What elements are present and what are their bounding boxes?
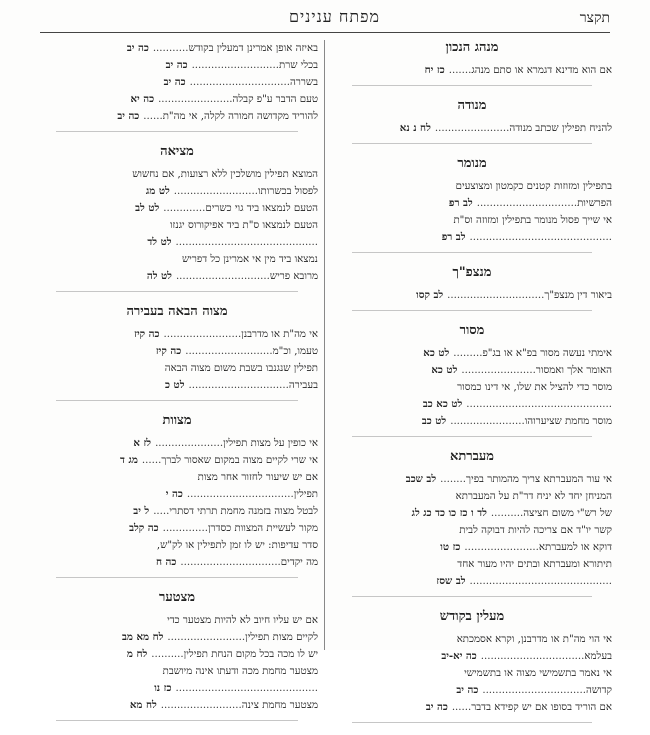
index-entry	[36, 520, 318, 537]
entry-reference: לב קסו	[416, 289, 444, 301]
index-section	[332, 265, 612, 311]
entry-reference: לט כא כב	[422, 398, 463, 410]
leader-dots: ...........................	[191, 60, 279, 71]
entry-text: טעם הדבר ע"פ קבלה	[232, 94, 318, 105]
index-entry	[36, 251, 318, 268]
index-entry	[36, 452, 318, 469]
index-entry	[36, 680, 318, 697]
header-abbreviation: תקצר	[579, 10, 610, 26]
index-entry	[332, 362, 612, 379]
entry-text: המניחן יחד לא יניח דר"ת על המעברתא	[455, 491, 612, 502]
leader-dots: ............................................	[175, 237, 318, 248]
entry-reference: לח מ	[126, 648, 148, 660]
entry-text: לבטל מצוה בזמנה מחמת תרתי דסתרי	[169, 506, 318, 517]
entry-text: נמצאו ביד מין אי אמרינן כל דפריש	[181, 254, 318, 265]
section-divider	[56, 577, 298, 578]
entry-reference: כה ח	[155, 556, 177, 568]
index-entry	[36, 377, 318, 394]
entry-reference: כה יב	[126, 42, 149, 54]
entry-text: אי עור המעברתא צריך מהמותר בפיך	[466, 474, 612, 485]
entry-reference: כה י	[165, 488, 183, 500]
entry-reference: ל יב	[133, 505, 150, 517]
entry-reference: כה קיז	[134, 328, 160, 340]
leader-dots: .........................	[160, 700, 242, 711]
index-entry	[36, 343, 318, 360]
entry-text: מצטער מחמת צינה	[241, 700, 318, 711]
index-entry	[36, 503, 318, 520]
leader-dots: ............................................	[469, 576, 612, 587]
entry-reference: כה קלב	[129, 522, 159, 534]
entry-text: ביאור דין מנצפ"ך	[544, 290, 612, 301]
index-entry	[36, 612, 318, 629]
entry-reference: לט כב	[421, 415, 447, 427]
leader-dots: ......	[451, 702, 472, 713]
index-entry	[332, 212, 612, 229]
leader-dots: ........	[440, 474, 467, 485]
entry-text: דוקא או למעברתא	[538, 542, 612, 553]
section-title: מנודה	[457, 98, 487, 113]
leader-dots: .....................	[155, 438, 224, 449]
section-title: מעברתא	[450, 449, 494, 464]
index-section	[332, 156, 612, 253]
section-title: מסור	[459, 323, 485, 338]
entry-reference: כה קיז	[155, 345, 182, 357]
entry-text: המוצא תפילין מושלכין ללא רצועות, אם נחשוש	[132, 169, 318, 180]
entry-text: הפרשיות	[577, 198, 612, 209]
leader-dots: ..........................	[173, 186, 258, 197]
entry-reference: לט לד	[147, 236, 172, 248]
entry-text: אי שייך פסול מנומר בתפילין ומזוזה וס"ת	[453, 215, 612, 226]
right-column	[332, 40, 612, 735]
entry-reference: כז נו	[154, 682, 172, 694]
entry-text: מוסר כדי להציל את שלו, אי דינו כמסור	[457, 382, 612, 393]
index-entry	[36, 183, 318, 200]
entry-text: אי מה"ת או מדרבנן	[241, 329, 318, 340]
entry-reference: כה יב	[425, 701, 448, 713]
section-divider	[56, 720, 298, 721]
entry-text: באיזה אופן אמרינן דמעלין בקודש	[188, 43, 318, 54]
leader-dots: ...............................	[188, 380, 289, 391]
entry-reference: כה יב	[456, 684, 479, 696]
leader-dots: .................................	[186, 489, 294, 500]
section-divider	[56, 400, 298, 401]
entry-text: אי שרי לקיים מצוה במקום שאסור לברך	[161, 455, 318, 466]
section-divider	[56, 131, 298, 132]
index-entry	[332, 648, 612, 665]
leader-dots: ................................	[480, 651, 585, 662]
entry-reference: לח מא מב	[121, 631, 164, 643]
leader-dots: .......................	[434, 123, 510, 134]
entry-reference: כז טו	[440, 541, 461, 553]
entry-reference: כה יב	[117, 110, 140, 122]
index-section	[332, 609, 612, 723]
entry-text: מרובא פריש	[269, 271, 318, 282]
leader-dots: ............................................	[175, 683, 318, 694]
leader-dots: ..............	[162, 523, 208, 534]
index-entry	[332, 505, 612, 522]
index-section	[332, 449, 612, 597]
entry-reference: כה יא-יב	[441, 650, 477, 662]
entry-reference: לב רפ	[448, 197, 473, 209]
index-entry	[332, 287, 612, 304]
entry-text: מה יקדים	[280, 557, 318, 568]
index-entry	[36, 166, 318, 183]
page-title: מפתח ענינים	[288, 7, 380, 26]
index-entry	[332, 195, 612, 212]
leader-dots: .........	[453, 348, 483, 359]
index-entry	[36, 57, 318, 74]
entry-text: בשררה	[290, 77, 318, 88]
section-title: מצוות	[162, 413, 192, 428]
index-entry	[36, 234, 318, 251]
index-entry	[36, 268, 318, 285]
entry-text: לפסול בכשרותו	[257, 186, 318, 197]
index-entry	[36, 697, 318, 714]
index-entry	[36, 646, 318, 663]
index-section	[36, 144, 318, 292]
leader-dots: .......	[448, 65, 472, 76]
index-entry	[332, 573, 612, 590]
entry-reference: כה יב	[163, 76, 186, 88]
leader-dots: .............................................	[466, 399, 612, 410]
leader-dots: .......................	[461, 365, 536, 376]
index-entry	[36, 554, 318, 571]
entry-text: אי כופין על מצות תפילין	[223, 438, 318, 449]
index-entry	[332, 539, 612, 556]
index-entry	[36, 74, 318, 91]
leader-dots: ..............................	[447, 290, 545, 301]
index-entry	[332, 699, 612, 716]
entry-text: אי נאמר בתשמישי מצוה או בתשמישי	[464, 668, 612, 679]
index-entry	[332, 682, 612, 699]
section-divider	[352, 436, 592, 437]
entry-reference: כה יב	[165, 59, 188, 71]
section-divider	[352, 722, 592, 723]
left-column	[36, 40, 318, 733]
entry-reference: לט מג	[145, 185, 170, 197]
leader-dots: ........................	[163, 329, 242, 340]
entry-text: אם הוא מדינא דגמרא או סתם מנהג	[471, 65, 612, 76]
leader-dots: ........................	[167, 632, 246, 643]
leader-dots: .......................	[464, 542, 539, 553]
entry-text: להוריד מקדושה חמורה לקלה, אי מה"ת	[162, 111, 318, 122]
entry-text: בעלמא	[584, 651, 612, 662]
index-entry	[332, 345, 612, 362]
leader-dots: .....	[153, 506, 170, 517]
index-entry	[36, 486, 318, 503]
index-section	[36, 304, 318, 401]
index-section	[332, 323, 612, 437]
section-title: מציאה	[160, 144, 194, 159]
section-title: מנומר	[457, 156, 487, 171]
entry-reference: כז יח	[424, 64, 445, 76]
entry-text: בכלי שרת	[279, 60, 318, 71]
leader-dots: ......	[143, 111, 163, 122]
index-section	[332, 40, 612, 86]
index-entry	[36, 469, 318, 486]
entry-reference: מג ד	[120, 454, 138, 466]
entry-text: של רש"י משום חציצה	[523, 508, 612, 519]
entry-text: קשר יו"ד אם צריכה להיות דבוקה לבית	[459, 525, 612, 536]
entry-reference: לב שסז	[436, 575, 466, 587]
index-entry	[36, 91, 318, 108]
leader-dots: ...............................	[189, 77, 290, 88]
entry-reference: לט כא	[423, 347, 450, 359]
index-entry	[36, 326, 318, 343]
index-entry	[36, 360, 318, 377]
entry-reference: לז א	[133, 437, 152, 449]
entry-text: טעמו, וכ"מ	[272, 346, 318, 357]
index-entry	[36, 40, 318, 57]
index-entry	[332, 665, 612, 682]
entry-text: הטעם לנמצאו ס"ת ביד אפיקורוס יגנזו	[169, 220, 318, 231]
leader-dots: ............................................	[469, 232, 612, 243]
entry-text: מצטער מחמת מכה ודעתו אינה מיושבת	[162, 666, 318, 677]
section-divider	[352, 85, 592, 86]
entry-text: אימתי נעשה מסור בפ"א או בג"פ	[482, 348, 612, 359]
entry-text: בעבירה	[288, 380, 318, 391]
entry-reference: לט לב	[135, 202, 160, 214]
entry-text: יש לו מכה בכל מקום הנחת תפילין	[183, 649, 318, 660]
entry-reference: לח מא	[129, 699, 157, 711]
entry-text: אי הוי מה"ת או מדרבנן, וקרא אסמכתא	[456, 634, 612, 645]
section-divider	[56, 291, 298, 292]
index-section	[36, 413, 318, 578]
leader-dots: ......	[141, 455, 162, 466]
section-divider	[352, 143, 592, 144]
entry-text: מוסר מחמת שציערוהו	[524, 416, 612, 427]
leader-dots: ..........	[151, 649, 184, 660]
section-title: מצטער	[158, 590, 196, 605]
index-entry	[332, 396, 612, 413]
index-section	[36, 40, 318, 132]
leader-dots: .............	[163, 203, 206, 214]
index-entry	[36, 108, 318, 125]
section-divider	[352, 596, 592, 597]
section-title: מנהג הנכון	[445, 40, 499, 55]
entry-text: תפילין שנגנבו בשבת משום מצוה הבאה	[164, 363, 318, 374]
entry-reference: לט לה	[146, 270, 172, 282]
entry-text: קדושה	[585, 685, 612, 696]
entry-reference: לב שכב	[405, 473, 437, 485]
entry-text: הטעם לנמצאו ביד גוי כשרים	[205, 203, 318, 214]
entry-text: מקור לעשיית המצוות כסדרן	[207, 523, 318, 534]
index-entry	[332, 556, 612, 573]
entry-text: בתפילין ומזוזות קטנים כקמטון ומצוצעים	[455, 181, 612, 192]
entry-text: לקיים מצות תפילין	[245, 632, 318, 643]
header-divider	[40, 32, 610, 33]
section-divider	[352, 252, 592, 253]
index-section	[332, 98, 612, 144]
section-title: מצוה הבאה בעבירה	[126, 304, 228, 319]
entry-text: תיתורא ומעברתא ובתים יהיו מעור אחד	[457, 559, 612, 570]
index-entry	[332, 120, 612, 137]
leader-dots: ...............................	[180, 557, 281, 568]
index-entry	[332, 413, 612, 430]
section-divider	[352, 310, 592, 311]
index-entry	[36, 435, 318, 452]
index-entry	[332, 229, 612, 246]
index-entry	[332, 488, 612, 505]
entry-text: אם הוריד בסופו אם יש קפידא בדבר	[471, 702, 612, 713]
entry-reference: לט כא	[431, 364, 458, 376]
index-entry	[332, 631, 612, 648]
leader-dots: ...........................	[185, 346, 273, 357]
leader-dots: .......................	[158, 94, 233, 105]
entry-reference: לב רפ	[441, 231, 466, 243]
entry-text: אם יש שיעור לחזור אחר מצות	[197, 472, 318, 483]
entry-text: תפילין	[293, 489, 318, 500]
leader-dots: ..........	[490, 508, 524, 519]
index-section	[36, 590, 318, 721]
entry-text: להניח תפילין שכתב מנודה	[509, 123, 612, 134]
leader-dots: ................................	[482, 685, 586, 696]
leader-dots: .............................	[175, 271, 270, 282]
index-entry	[36, 217, 318, 234]
leader-dots: .......................	[450, 416, 525, 427]
index-entry	[332, 178, 612, 195]
entry-reference: לח נ נא	[399, 122, 431, 134]
entry-reference: לד ו כז כו כד כג לג	[411, 507, 487, 519]
entry-reference: לט כ	[165, 379, 185, 391]
entry-text: אם יש עליו חיוב לא להיות מצטער כדי	[167, 615, 318, 626]
page-header	[40, 4, 610, 32]
section-title: מעלין בקודש	[439, 609, 505, 624]
entry-text: האומר אלך ואמסור	[535, 365, 612, 376]
column-divider	[324, 40, 325, 650]
index-entry	[332, 471, 612, 488]
leader-dots: ...............................	[476, 198, 578, 209]
index-entry	[332, 522, 612, 539]
index-entry	[332, 379, 612, 396]
section-title: מנצפ"ך	[452, 265, 492, 280]
entry-reference: כה יא	[130, 93, 155, 105]
index-entry	[36, 200, 318, 217]
index-entry	[332, 62, 612, 79]
index-entry	[36, 663, 318, 680]
leader-dots: ...........	[152, 43, 189, 54]
index-entry	[36, 537, 318, 554]
index-entry	[36, 629, 318, 646]
entry-text: סדר עדיפות: יש לו זמן לתפילין או לק"ש,	[156, 540, 318, 551]
